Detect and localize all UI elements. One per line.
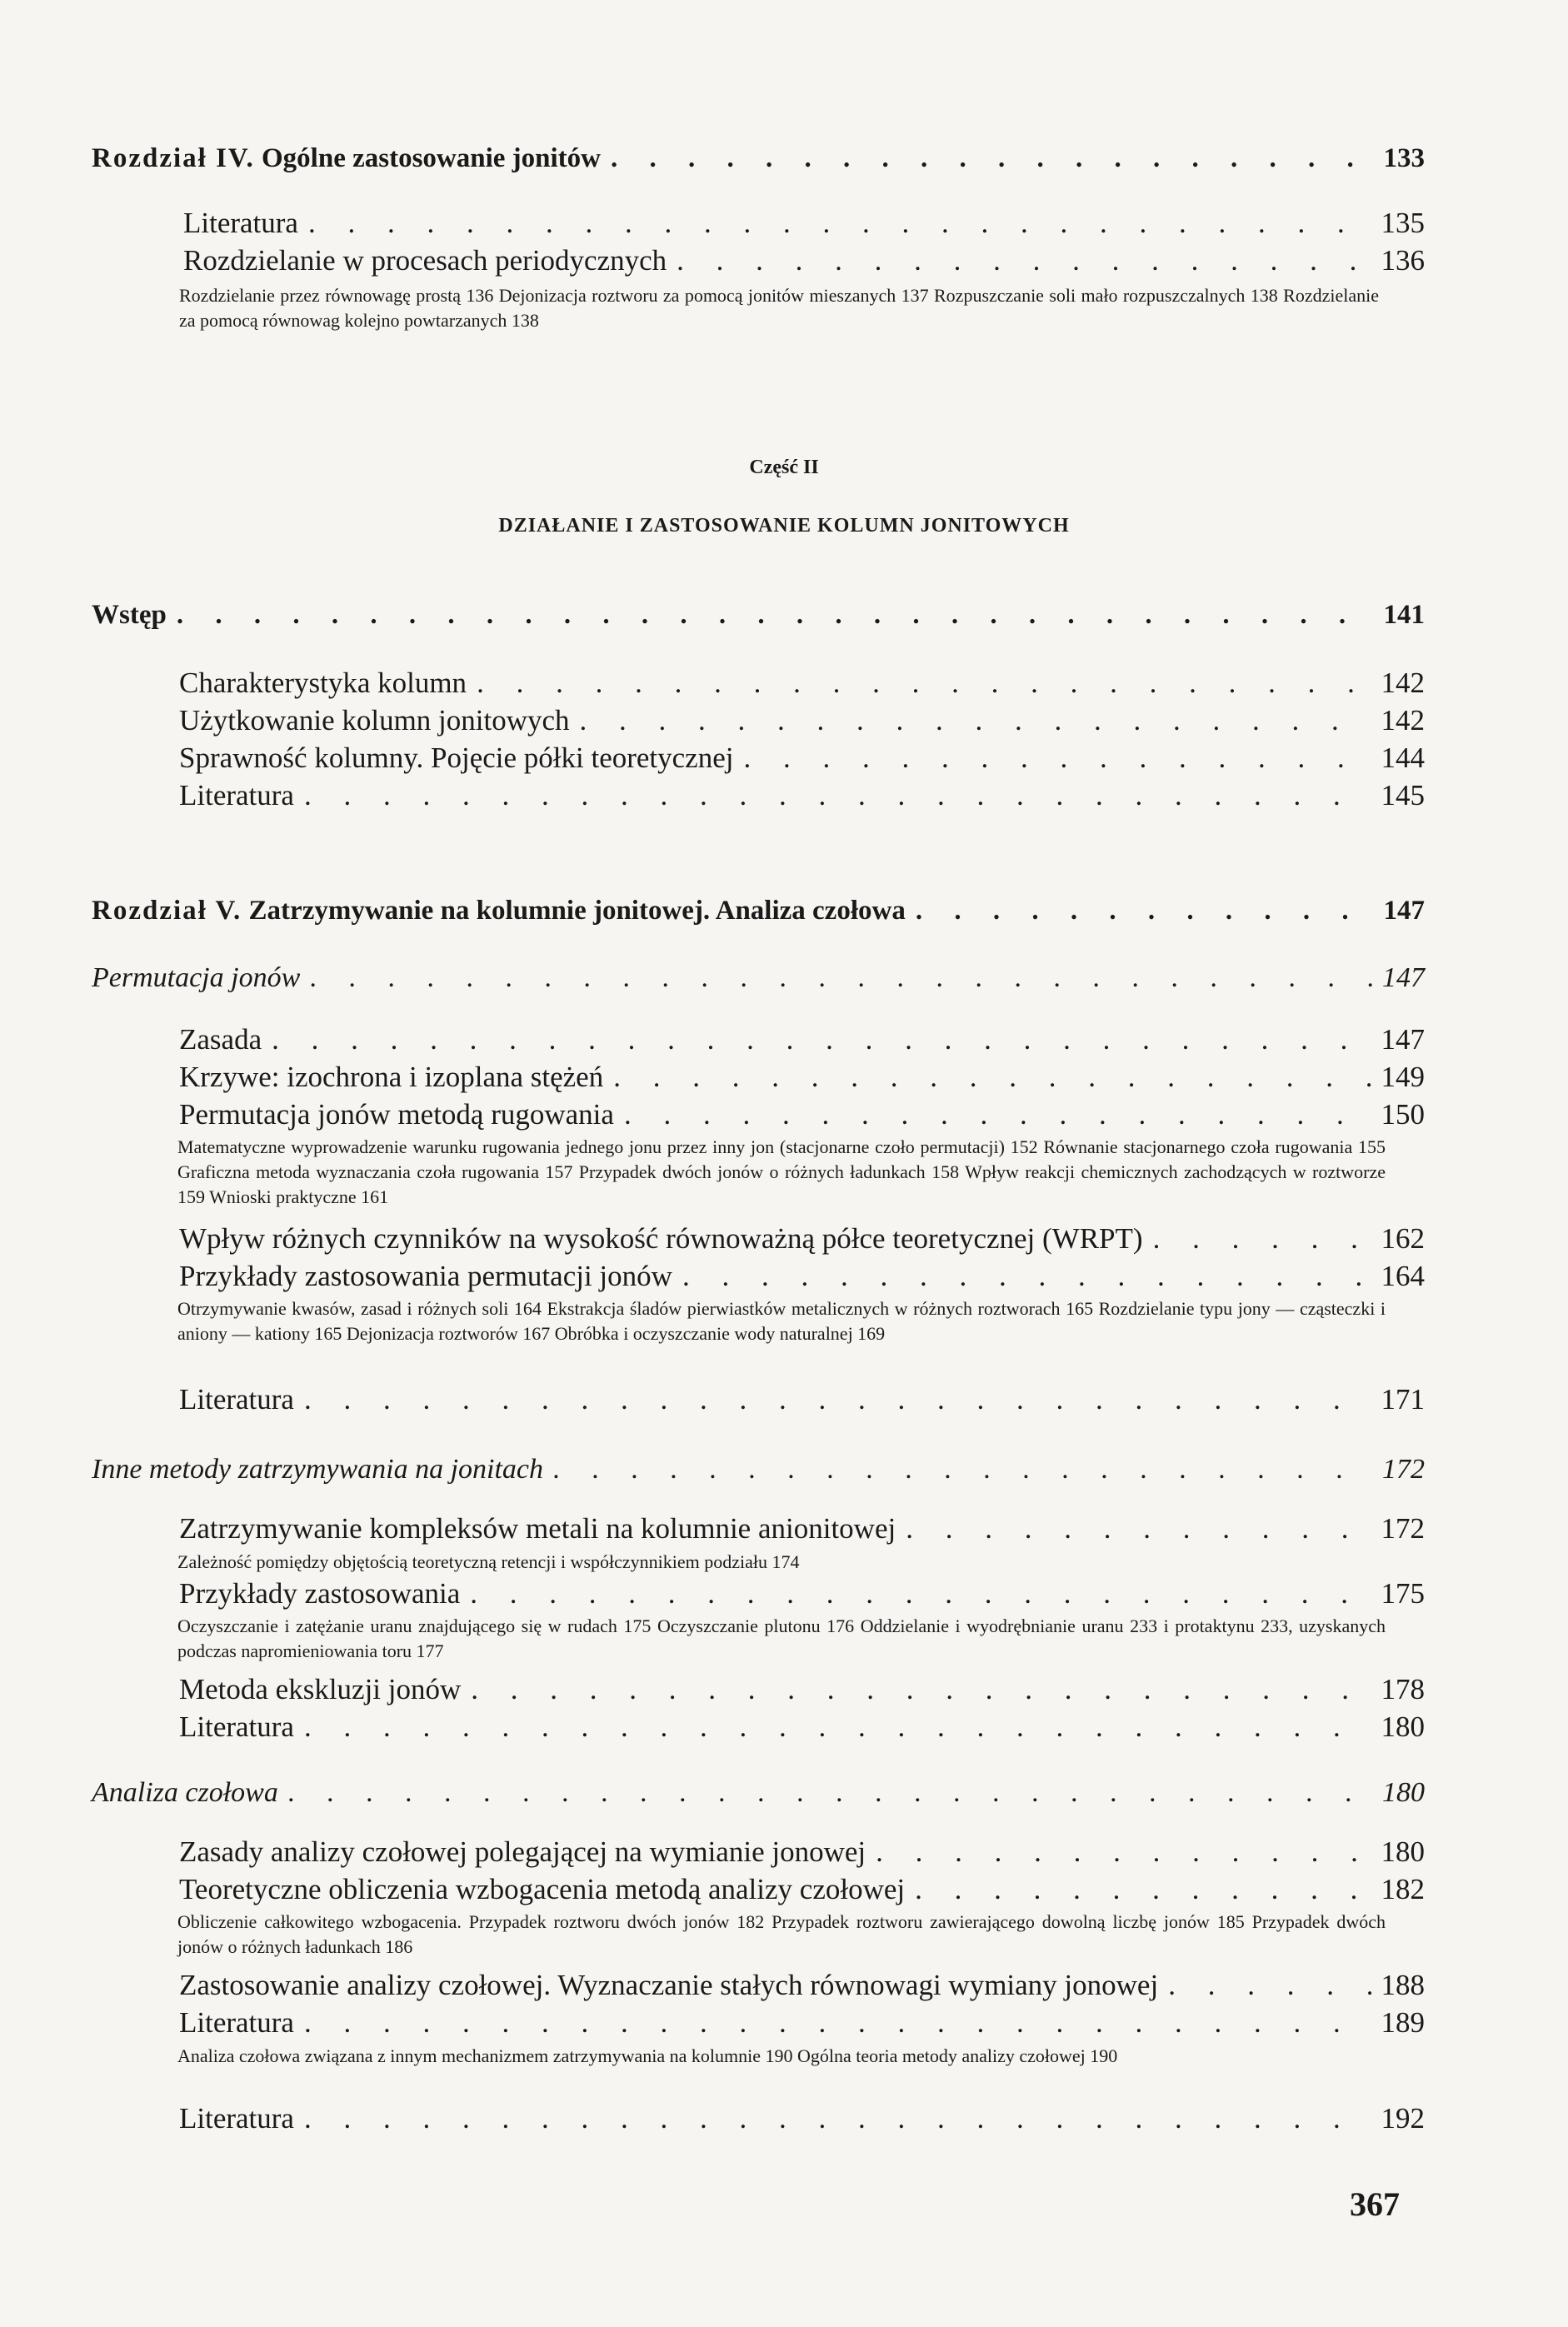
chapter-label: Rozdział IV.	[92, 143, 255, 173]
leader-dots	[624, 1098, 1371, 1131]
entry-title: Zatrzymywanie kompleksów metali na kolumnie anionitowej	[179, 1512, 896, 1545]
section-entry	[92, 962, 1425, 994]
leader-dots	[916, 896, 1374, 926]
entry-title: Zasada	[179, 1023, 262, 1056]
page-ref: 133	[1383, 143, 1425, 173]
chapter-title: Ogólne zastosowanie jonitów	[262, 143, 601, 173]
toc-entry	[179, 1222, 1425, 1256]
section-title: Analiza czołowa	[92, 1777, 278, 1808]
leader-dots	[743, 742, 1371, 775]
page-ref: 192	[1381, 2102, 1425, 2135]
entry-title: Przykłady zastosowania permutacji jonów	[179, 1260, 672, 1292]
entry-title: Literatura	[179, 1383, 294, 1416]
chapter-5-entry	[92, 896, 1425, 926]
entry-title: Użytkowanie kolumn jonitowych	[179, 704, 570, 737]
page-ref: 145	[1381, 779, 1425, 811]
entry-title: Przykłady zastosowania	[179, 1577, 461, 1610]
entry-title: Literatura	[179, 2102, 294, 2135]
page-ref: 180	[1381, 1710, 1425, 1743]
leader-dots	[580, 704, 1371, 737]
leader-dots	[915, 1873, 1371, 1906]
page-ref: 172	[1381, 1512, 1425, 1545]
toc-entry	[179, 704, 1425, 737]
entry-detail: Analiza czołowa związana z innym mechanizmem zatrzymywania na kolumnie 190 Ogólna teoria metody analizy czołowej 190	[177, 2045, 1118, 2066]
part-label: Część II	[749, 457, 819, 478]
section-title: Permutacja jonów	[92, 962, 301, 993]
entry-detail: Matematyczne wyprowadzenie warunku rugowania jednego jonu przez inny jon (stacjonarne czoło permutacji) 152 Równanie stacjonarnego czoła rugowania 155 Graficzna metoda wyznaczania czoła rugowania 157 Przypadek dwóch jonów o różnych ładunkach 158 Wpływ reakcji chemicznych zachodzących w roztworze 159 Wnioski praktyczne 161	[177, 1136, 1386, 1207]
section-entry	[92, 1454, 1425, 1486]
leader-dots	[304, 2102, 1371, 2135]
page-ref: 172	[1382, 1454, 1425, 1485]
toc-entry	[183, 207, 1425, 240]
entry-title: Charakterystyka kolumn	[179, 667, 467, 699]
leader-dots	[876, 1835, 1371, 1869]
intro-entry	[92, 600, 1425, 631]
page-ref: 162	[1381, 1222, 1425, 1255]
toc-entry	[183, 244, 1425, 277]
page-ref: 164	[1381, 1260, 1425, 1292]
part-title: DZIAŁANIE I ZASTOSOWANIE KOLUMN JONITOWYCH	[498, 515, 1070, 537]
page-ref: 150	[1381, 1098, 1425, 1131]
page-ref: 144	[1381, 742, 1425, 774]
entry-detail: Zależność pomiędzy objętością teoretyczną retencji i współczynnikiem podziału 174	[177, 1551, 800, 1572]
leader-dots	[304, 1383, 1371, 1416]
toc-entry	[179, 1098, 1425, 1131]
entry-title: Zasady analizy czołowej polegającej na wymianie jonowej	[179, 1835, 866, 1868]
entry-detail: Rozdzielanie przez równowagę prostą 136 Dejonizacja roztworu za pomocą jonitów mieszanych 137 Rozpuszczanie soli mało rozpuszczalnych 138 Rozdzielanie za pomocą równowag kolejno powtarzanych 138	[179, 285, 1379, 331]
page-ref: 141	[1383, 600, 1425, 630]
page-ref: 171	[1381, 1383, 1425, 1416]
page-ref: 188	[1381, 1969, 1425, 2001]
toc-entry	[179, 1710, 1425, 1744]
leader-dots	[1168, 1969, 1371, 2002]
entry-title: Metoda ekskluzji jonów	[179, 1673, 462, 1705]
leader-dots	[611, 143, 1374, 174]
leader-dots	[177, 600, 1374, 631]
chapter-title: Zatrzymywanie na kolumnie jonitowej. Analiza czołowa	[248, 896, 906, 926]
entry-title: Literatura	[179, 2006, 294, 2039]
leader-dots	[613, 1061, 1371, 1094]
leader-dots	[304, 779, 1371, 812]
page-ref: 142	[1381, 704, 1425, 737]
toc-entry	[179, 1023, 1425, 1056]
page-ref: 189	[1381, 2006, 1425, 2039]
leader-dots	[470, 1577, 1371, 1610]
leader-dots	[304, 2006, 1371, 2040]
entry-title: Literatura	[183, 207, 298, 239]
leader-dots	[906, 1512, 1371, 1546]
page-ref: 178	[1381, 1673, 1425, 1705]
leader-dots	[471, 1673, 1371, 1706]
entry-title: Permutacja jonów metodą rugowania	[179, 1098, 614, 1131]
page-ref: 135	[1381, 207, 1425, 239]
leader-dots	[288, 1777, 1372, 1809]
section-entry	[92, 1777, 1425, 1809]
toc-entry	[179, 1673, 1425, 1706]
entry-title: Sprawność kolumny. Pojęcie półki teoretycznej	[179, 742, 734, 774]
leader-dots	[682, 1260, 1371, 1293]
leader-dots	[1153, 1222, 1371, 1256]
entry-detail: Obliczenie całkowitego wzbogacenia. Przypadek roztworu dwóch jonów 182 Przypadek roztworu zawierającego dowolną liczbę jonów 185 Przypadek dwóch jonów o różnych ładunkach 186	[177, 1911, 1386, 1957]
entry-title: Literatura	[179, 779, 294, 811]
toc-entry	[179, 2102, 1425, 2135]
page-ref: 136	[1381, 244, 1425, 277]
leader-dots	[272, 1023, 1371, 1056]
toc-entry	[179, 779, 1425, 812]
entry-title: Wpływ różnych czynników na wysokość równoważną półce teoretycznej (WRPT)	[179, 1222, 1143, 1255]
toc-entry	[179, 1873, 1425, 1906]
leader-dots	[310, 962, 1372, 994]
toc-entry	[179, 1260, 1425, 1293]
page-ref: 149	[1381, 1061, 1425, 1093]
toc-entry	[179, 742, 1425, 775]
leader-dots	[677, 244, 1371, 277]
leader-dots	[308, 207, 1371, 240]
entry-title: Zastosowanie analizy czołowej. Wyznaczanie stałych równowagi wymiany jonowej	[179, 1969, 1159, 2001]
page-ref: 147	[1383, 896, 1425, 926]
toc-entry	[179, 1969, 1425, 2002]
toc-entry	[179, 1512, 1425, 1546]
chapter-4-entry	[92, 143, 1425, 174]
page-ref: 182	[1381, 1873, 1425, 1905]
page-ref: 180	[1382, 1777, 1425, 1808]
entry-title: Teoretyczne obliczenia wzbogacenia metodą analizy czołowej	[179, 1873, 906, 1905]
section-title: Inne metody zatrzymywania na jonitach	[92, 1454, 544, 1485]
toc-entry	[179, 2006, 1425, 2040]
leader-dots	[553, 1454, 1372, 1486]
leader-dots	[477, 667, 1371, 700]
entry-detail: Oczyszczanie i zatężanie uranu znajdującego się w rudach 175 Oczyszczanie plutonu 176 Oddzielanie i wyodrębnianie uranu 233 i protaktynu 233, uzyskanych podczas napromieniowania toru 177	[177, 1615, 1386, 1661]
entry-title: Krzywe: izochrona i izoplana stężeń	[179, 1061, 604, 1093]
page-ref: 147	[1382, 962, 1425, 993]
toc-entry	[179, 1835, 1425, 1869]
entry-title: Rozdzielanie w procesach periodycznych	[183, 244, 667, 277]
page-ref: 147	[1381, 1023, 1425, 1056]
page-ref: 142	[1381, 667, 1425, 699]
entry-detail: Otrzymywanie kwasów, zasad i różnych soli 164 Ekstrakcja śladów pierwiastków metalicznych w różnych roztworach 165 Rozdzielanie typu jony — cząsteczki i aniony — kationy 165 Dejonizacja roztworów 167 Obróbka i oczyszczanie wody naturalnej 169	[177, 1298, 1386, 1344]
toc-entry	[179, 1061, 1425, 1094]
toc-entry	[179, 1577, 1425, 1610]
page-number: 367	[1350, 2185, 1400, 2223]
toc-entry	[179, 667, 1425, 700]
page-ref: 180	[1381, 1835, 1425, 1868]
chapter-label: Rozdział V.	[92, 896, 242, 926]
entry-title: Literatura	[179, 1710, 294, 1743]
toc-entry	[179, 1383, 1425, 1416]
leader-dots	[304, 1710, 1371, 1744]
intro-title: Wstęp	[92, 600, 167, 630]
page-ref: 175	[1381, 1577, 1425, 1610]
